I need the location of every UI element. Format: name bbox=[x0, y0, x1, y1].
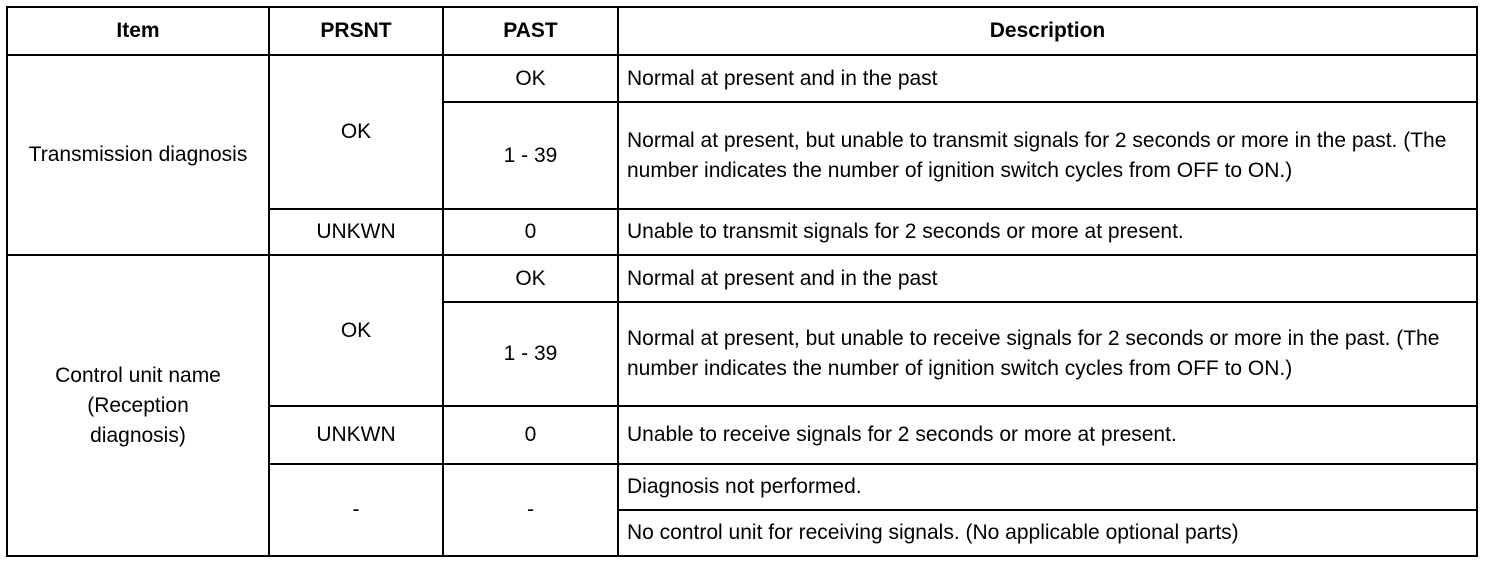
description-cell: Normal at present and in the past bbox=[618, 255, 1477, 302]
header-prsnt: PRSNT bbox=[269, 7, 443, 55]
past-cell: OK bbox=[443, 255, 618, 302]
header-item: Item bbox=[7, 7, 269, 55]
description-cell: Normal at present, but unable to transmit signals for 2 seconds or more in the past. (The number indicates the number of ignition switch cycles from OFF to ON.) bbox=[618, 102, 1477, 209]
past-cell: 1 - 39 bbox=[443, 302, 618, 406]
table-row bbox=[7, 55, 1477, 102]
table-row bbox=[7, 255, 1477, 302]
prsnt-cell: - bbox=[269, 464, 443, 556]
past-cell: - bbox=[443, 464, 618, 556]
prsnt-cell: OK bbox=[269, 255, 443, 406]
description-cell: Unable to transmit signals for 2 seconds or more at present. bbox=[618, 209, 1477, 255]
diagnosis-table bbox=[6, 6, 1478, 557]
past-cell: OK bbox=[443, 55, 618, 102]
description-cell: No control unit for receiving signals. (No applicable optional parts) bbox=[618, 510, 1477, 556]
prsnt-cell: UNKWN bbox=[269, 406, 443, 464]
past-cell: 1 - 39 bbox=[443, 102, 618, 209]
prsnt-cell: UNKWN bbox=[269, 209, 443, 255]
header-description: Description bbox=[618, 7, 1477, 55]
description-cell: Unable to receive signals for 2 seconds or more at present. bbox=[618, 406, 1477, 464]
description-cell: Normal at present and in the past bbox=[618, 55, 1477, 102]
past-cell: 0 bbox=[443, 406, 618, 464]
item-transmission: Transmission diagnosis bbox=[7, 55, 269, 255]
description-cell: Diagnosis not performed. bbox=[618, 464, 1477, 510]
header-row bbox=[7, 7, 1477, 55]
item-reception: Control unit name (Reception diagnosis) bbox=[7, 255, 269, 556]
header-past: PAST bbox=[443, 7, 618, 55]
description-cell: Normal at present, but unable to receive signals for 2 seconds or more in the past. (The number indicates the number of ignition switch cycles from OFF to ON.) bbox=[618, 302, 1477, 406]
prsnt-cell: OK bbox=[269, 55, 443, 209]
past-cell: 0 bbox=[443, 209, 618, 255]
